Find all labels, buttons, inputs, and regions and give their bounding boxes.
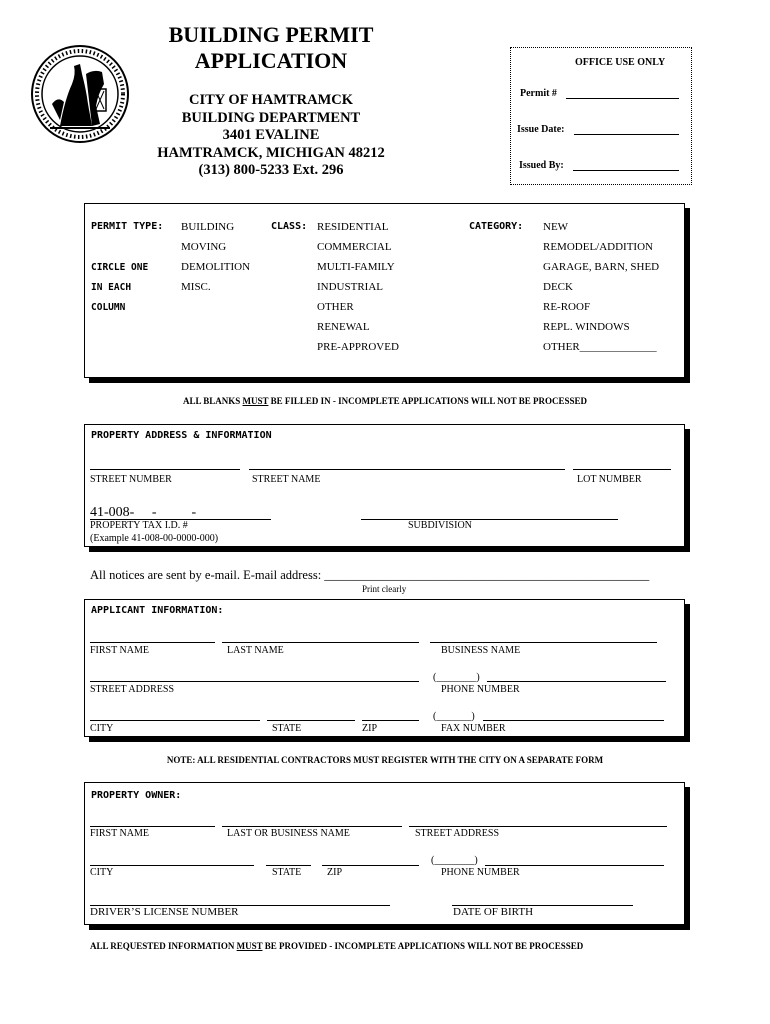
class-option[interactable]: INDUSTRIAL: [317, 281, 383, 293]
class-option[interactable]: OTHER: [317, 301, 354, 313]
owner-state-field[interactable]: [266, 865, 311, 866]
class-option[interactable]: COMMERCIAL: [317, 241, 392, 253]
subdivision-label: SUBDIVISION: [408, 520, 472, 531]
dept-street: 3401 EVALINE: [222, 127, 320, 143]
owner-last-name-label: LAST OR BUSINESS NAME: [227, 828, 350, 839]
seal-icon: [30, 44, 130, 144]
applicant-city-label: CITY: [90, 723, 114, 734]
class-option[interactable]: MULTI-FAMILY: [317, 261, 395, 273]
tax-id-label: PROPERTY TAX I.D. #: [90, 520, 188, 531]
issue-date-field[interactable]: [574, 134, 679, 135]
street-name-label: STREET NAME: [252, 474, 321, 485]
owner-zip-field[interactable]: [322, 865, 419, 866]
owner-section: [84, 782, 685, 925]
applicant-last-name-label: LAST NAME: [227, 645, 284, 656]
applicant-business-name-label: BUSINESS NAME: [441, 645, 521, 656]
dept-phone: (313) 800-5233 Ext. 296: [198, 162, 344, 178]
applicant-phone-field[interactable]: [487, 681, 666, 682]
owner-first-name-label: FIRST NAME: [90, 828, 149, 839]
owner-last-name-field[interactable]: [222, 826, 402, 827]
issued-by-field[interactable]: [573, 170, 679, 171]
owner-phone-field[interactable]: [485, 865, 664, 866]
owner-license-label: DRIVER’S LICENSE NUMBER: [90, 906, 239, 918]
applicant-phone-prefix: (________): [433, 672, 480, 683]
applicant-business-name-field[interactable]: [430, 642, 657, 643]
applicant-zip-label: ZIP: [362, 723, 377, 734]
category-option[interactable]: GARAGE, BARN, SHED: [543, 261, 660, 273]
applicant-street-label: STREET ADDRESS: [90, 684, 174, 695]
lot-number-label: LOT NUMBER: [577, 474, 642, 485]
category-option[interactable]: NEW: [543, 221, 569, 233]
permit-number-field[interactable]: [566, 98, 679, 99]
title-line-1: BUILDING PERMIT: [168, 22, 374, 47]
property-heading: PROPERTY ADDRESS & INFORMATION: [91, 430, 272, 441]
street-name-field[interactable]: [249, 469, 565, 470]
category-label: CATEGORY:: [469, 221, 524, 232]
owner-city-label: CITY: [90, 867, 114, 878]
type-option[interactable]: MISC.: [181, 281, 211, 293]
dept-city: CITY OF HAMTRAMCK: [188, 92, 354, 108]
applicant-zip-field[interactable]: [362, 720, 419, 721]
owner-street-field[interactable]: [409, 826, 667, 827]
instruction-line-1: CIRCLE ONE: [91, 262, 149, 273]
instruction-line-3: COLUMN: [91, 302, 126, 313]
dept-name: BUILDING DEPARTMENT: [181, 109, 361, 126]
owner-first-name-field[interactable]: [90, 826, 215, 827]
owner-phone-prefix: (________): [431, 855, 478, 866]
category-option[interactable]: DECK: [543, 281, 573, 293]
applicant-state-field[interactable]: [267, 720, 355, 721]
class-option[interactable]: RENEWAL: [317, 321, 370, 333]
owner-zip-label: ZIP: [327, 867, 342, 878]
dept-citystate: HAMTRAMCK, MICHIGAN 48212: [157, 144, 385, 161]
owner-state-label: STATE: [272, 867, 302, 878]
email-hint: Print clearly: [362, 584, 407, 594]
applicant-city-field[interactable]: [90, 720, 260, 721]
lot-number-field[interactable]: [573, 469, 671, 470]
tax-id-example: (Example 41-008-00-0000-000): [90, 533, 219, 544]
applicant-fax-prefix: (_______): [433, 711, 475, 722]
type-option[interactable]: MOVING: [181, 241, 227, 253]
permit-type-label: PERMIT TYPE:: [91, 221, 164, 232]
tax-id-prefix: 41-008- - -: [90, 505, 197, 520]
applicant-phone-label: PHONE NUMBER: [441, 684, 520, 695]
applicant-first-name-label: FIRST NAME: [90, 645, 149, 656]
class-option[interactable]: PRE-APPROVED: [317, 341, 399, 353]
type-option[interactable]: DEMOLITION: [181, 261, 251, 273]
applicant-section: [84, 599, 685, 737]
category-option[interactable]: OTHER______________: [543, 341, 657, 353]
subdivision-field[interactable]: [361, 519, 618, 520]
street-number-field[interactable]: [90, 469, 240, 470]
blanks-notice: ALL BLANKS MUST BE FILLED IN - INCOMPLETE APPLICATIONS WILL NOT BE PROCESSED: [183, 396, 587, 406]
owner-street-label: STREET ADDRESS: [415, 828, 499, 839]
owner-heading: PROPERTY OWNER:: [91, 790, 182, 801]
applicant-state-label: STATE: [272, 723, 302, 734]
applicant-fax-field[interactable]: [483, 720, 664, 721]
instruction-line-2: IN EACH: [91, 282, 132, 293]
applicant-street-field[interactable]: [90, 681, 419, 682]
office-use-title: OFFICE USE ONLY: [575, 57, 666, 68]
street-number-label: STREET NUMBER: [90, 474, 172, 485]
class-label: CLASS:: [271, 221, 308, 232]
owner-dob-label: DATE OF BIRTH: [453, 906, 534, 918]
applicant-fax-label: FAX NUMBER: [441, 723, 506, 734]
issue-date-label: Issue Date:: [517, 124, 565, 135]
category-option[interactable]: REPL. WINDOWS: [543, 321, 630, 333]
category-option[interactable]: RE-ROOF: [543, 301, 591, 313]
email-line[interactable]: All notices are sent by e-mail. E-mail address: ____________________________________________________: [90, 568, 650, 582]
type-option[interactable]: BUILDING: [181, 221, 235, 233]
applicant-first-name-field[interactable]: [90, 642, 215, 643]
applicant-last-name-field[interactable]: [222, 642, 419, 643]
applicant-heading: APPLICANT INFORMATION:: [91, 605, 224, 616]
category-option[interactable]: REMODEL/ADDITION: [543, 241, 653, 253]
owner-phone-label: PHONE NUMBER: [441, 867, 520, 878]
city-seal: [30, 44, 130, 144]
requested-info-notice: ALL REQUESTED INFORMATION MUST BE PROVIDED - INCOMPLETE APPLICATIONS WILL NOT BE PROCESSED: [90, 941, 584, 951]
title-line-2: APPLICATION: [194, 48, 348, 73]
class-option[interactable]: RESIDENTIAL: [317, 221, 389, 233]
issued-by-label: Issued By:: [519, 160, 564, 171]
permit-number-label: Permit #: [520, 88, 557, 99]
owner-city-field[interactable]: [90, 865, 254, 866]
contractor-note: NOTE: ALL RESIDENTIAL CONTRACTORS MUST REGISTER WITH THE CITY ON A SEPARATE FORM: [166, 755, 604, 765]
